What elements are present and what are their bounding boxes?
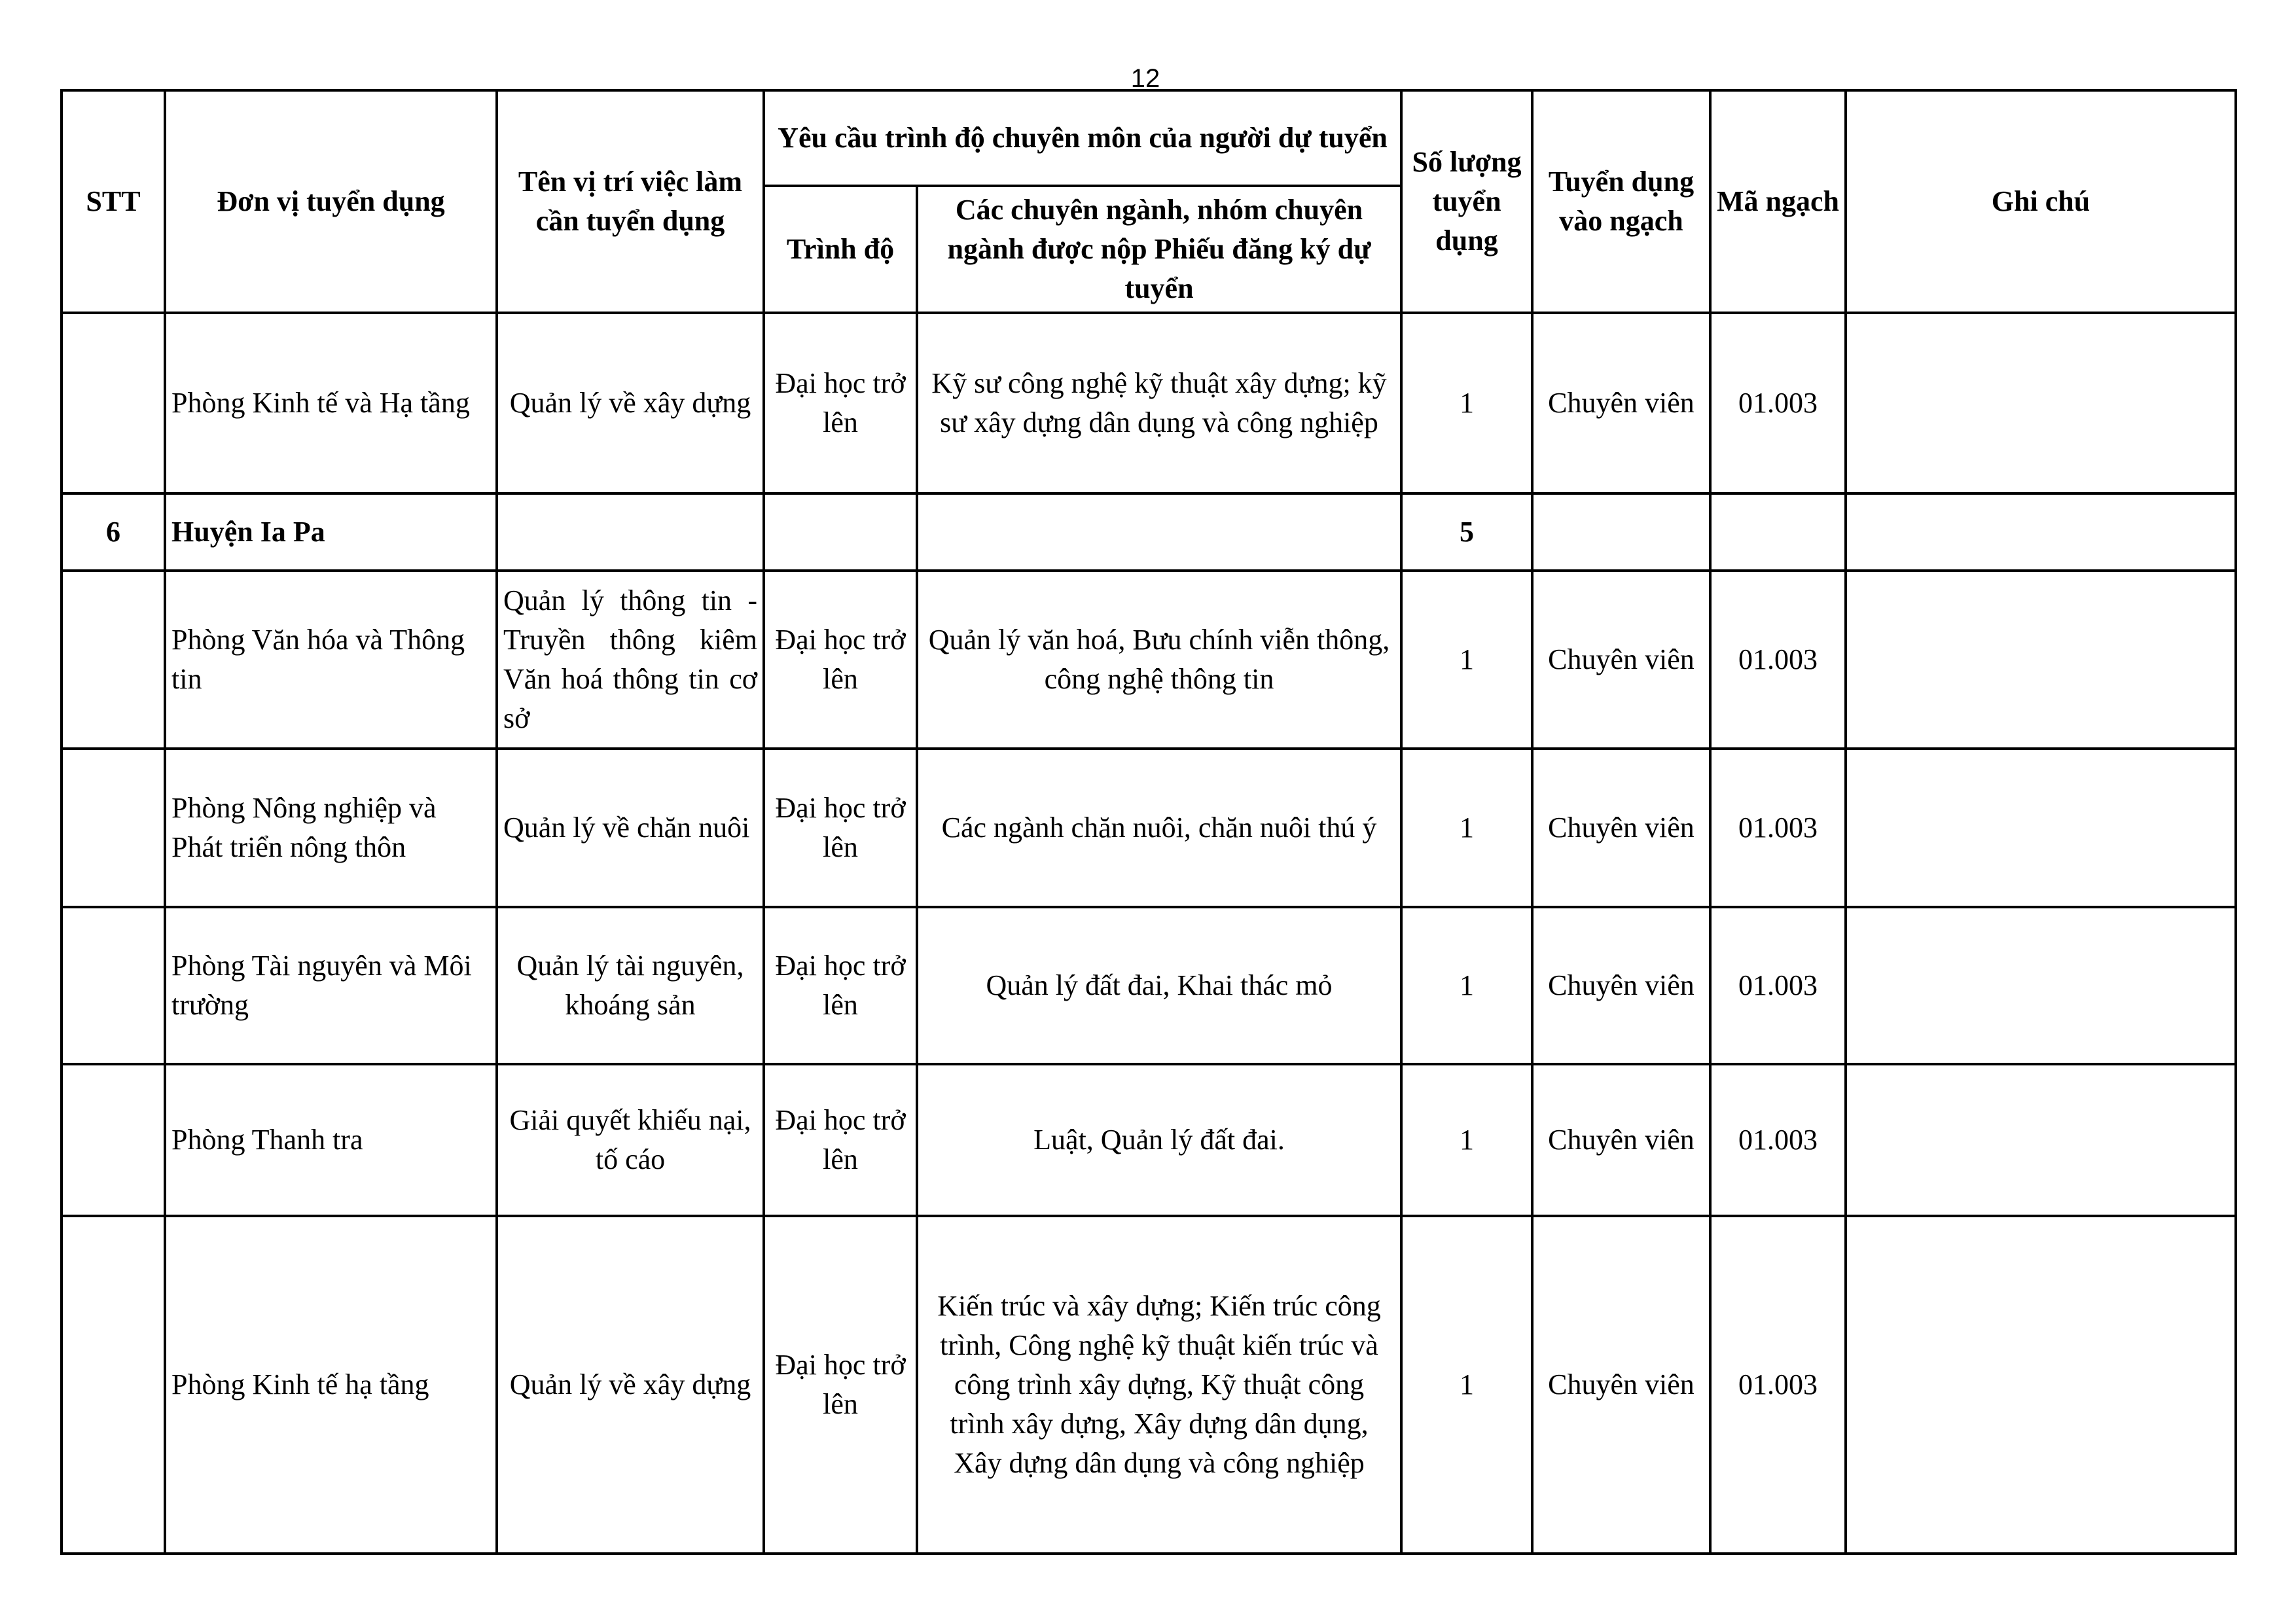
cell-majors: Kỹ sư công nghệ kỹ thuật xây dựng; kỹ sư xây dựng dân dụng và công nghiệp [917,313,1401,493]
cell-unit: Phòng Kinh tế hạ tầng [165,1216,497,1554]
cell-quantity: 1 [1401,1064,1532,1216]
header-majors: Các chuyên ngành, nhóm chuyên ngành được nộp Phiếu đăng ký dự tuyển [917,186,1401,313]
cell-unit: Phòng Nông nghiệp và Phát triển nông thôn [165,749,497,907]
cell-grade: Chuyên viên [1532,749,1710,907]
table-row [62,571,2236,749]
header-row-1 [62,90,2236,186]
cell-quantity: 1 [1401,313,1532,493]
cell-quantity: 5 [1401,493,1532,571]
cell-position: Quản lý về xây dựng [497,313,764,493]
cell-level: Đại học trở lên [764,907,917,1064]
header-quantity: Số lượng tuyển dụng [1401,90,1532,313]
table-row [62,1064,2236,1216]
table-row [62,1216,2236,1554]
cell-grade: Chuyên viên [1532,907,1710,1064]
header-grade-code: Mã ngạch [1710,90,1846,313]
cell-stt: 6 [62,493,165,571]
cell-position [497,493,764,571]
header-requirements-group: Yêu cầu trình độ chuyên môn của người dự tuyển [764,90,1401,186]
cell-stt [62,1064,165,1216]
table-row [62,907,2236,1064]
cell-stt [62,313,165,493]
cell-unit: Phòng Kinh tế và Hạ tầng [165,313,497,493]
cell-level: Đại học trở lên [764,1064,917,1216]
header-note: Ghi chú [1846,90,2236,313]
cell-grade: Chuyên viên [1532,313,1710,493]
cell-note [1846,749,2236,907]
cell-position: Quản lý về chăn nuôi [497,749,764,907]
header-grade: Tuyển dụng vào ngạch [1532,90,1710,313]
cell-quantity: 1 [1401,749,1532,907]
cell-position: Quản lý thông tin - Truyền thông kiêm Văn hoá thông tin cơ sở [497,571,764,749]
cell-stt [62,907,165,1064]
cell-stt [62,749,165,907]
group-row [62,493,2236,571]
table-row [62,749,2236,907]
cell-position: Giải quyết khiếu nại, tố cáo [497,1064,764,1216]
header-position: Tên vị trí việc làm cần tuyển dụng [497,90,764,313]
cell-unit: Phòng Văn hóa và Thông tin [165,571,497,749]
cell-majors: Kiến trúc và xây dựng; Kiến trúc công trình, Công nghệ kỹ thuật kiến trúc và công trình xây dựng, Kỹ thuật công trình xây dựng, Xây dựng dân dụng, Xây dựng dân dụng và công nghiệp [917,1216,1401,1554]
cell-grade-code [1710,493,1846,571]
table-row [62,313,2236,493]
cell-majors: Quản lý văn hoá, Bưu chính viễn thông, công nghệ thông tin [917,571,1401,749]
cell-note [1846,313,2236,493]
cell-grade: Chuyên viên [1532,1216,1710,1554]
cell-quantity: 1 [1401,1216,1532,1554]
cell-stt [62,571,165,749]
cell-level: Đại học trở lên [764,749,917,907]
cell-unit: Phòng Tài nguyên và Môi trường [165,907,497,1064]
cell-grade: Chuyên viên [1532,1064,1710,1216]
cell-grade [1532,493,1710,571]
cell-unit: Huyện Ia Pa [165,493,497,571]
cell-stt [62,1216,165,1554]
cell-grade-code: 01.003 [1710,1064,1846,1216]
page-number: 12 [1130,64,1160,93]
cell-level: Đại học trở lên [764,1216,917,1554]
cell-quantity: 1 [1401,571,1532,749]
cell-grade-code: 01.003 [1710,313,1846,493]
header-level: Trình độ [764,186,917,313]
cell-note [1846,571,2236,749]
cell-note [1846,907,2236,1064]
cell-grade-code: 01.003 [1710,749,1846,907]
cell-grade: Chuyên viên [1532,571,1710,749]
cell-note [1846,1216,2236,1554]
recruitment-table [60,89,2237,1555]
cell-level [764,493,917,571]
cell-unit: Phòng Thanh tra [165,1064,497,1216]
cell-note [1846,493,2236,571]
cell-grade-code: 01.003 [1710,571,1846,749]
cell-grade-code: 01.003 [1710,907,1846,1064]
cell-majors: Quản lý đất đai, Khai thác mỏ [917,907,1401,1064]
cell-level: Đại học trở lên [764,571,917,749]
cell-majors: Các ngành chăn nuôi, chăn nuôi thú ý [917,749,1401,907]
header-stt: STT [62,90,165,313]
cell-majors [917,493,1401,571]
cell-level: Đại học trở lên [764,313,917,493]
header-unit: Đơn vị tuyển dụng [165,90,497,313]
cell-note [1846,1064,2236,1216]
cell-position: Quản lý tài nguyên, khoáng sản [497,907,764,1064]
cell-position: Quản lý về xây dựng [497,1216,764,1554]
cell-majors: Luật, Quản lý đất đai. [917,1064,1401,1216]
cell-grade-code: 01.003 [1710,1216,1846,1554]
cell-quantity: 1 [1401,907,1532,1064]
